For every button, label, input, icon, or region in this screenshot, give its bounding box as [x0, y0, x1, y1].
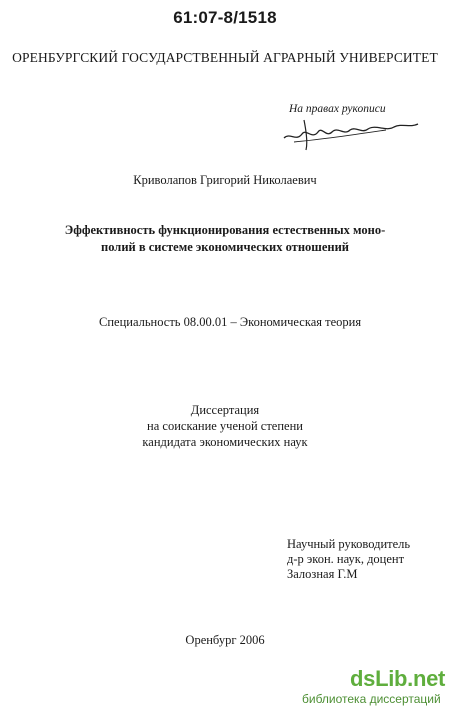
dissertation-title	[50, 222, 400, 256]
watermark-tagline: библиотека диссертаций	[302, 692, 441, 706]
title-line: Эффективность функционирования естественных моно-	[64, 223, 386, 237]
title-line: полий в системе экономических отношений	[101, 240, 349, 254]
degree-block	[0, 402, 450, 450]
supervisor-line: д-р экон. наук, доцент	[287, 552, 405, 566]
degree-line: кандидата экономических наук	[142, 435, 308, 449]
city-year: Оренбург 2006	[185, 633, 265, 647]
archive-code: 61:07-8/1518	[173, 8, 277, 27]
handwritten-signature	[276, 112, 426, 152]
degree-line: Диссертация	[190, 403, 260, 417]
specialty-line: Специальность 08.00.01 – Экономическая теория	[99, 315, 362, 329]
supervisor-block	[287, 537, 410, 582]
watermark-logo: dsLib.net	[350, 666, 446, 691]
author-name: Криволапов Григорий Николаевич	[133, 173, 317, 187]
degree-line: на соискание ученой степени	[147, 419, 303, 433]
supervisor-line: Залозная Г.М	[287, 567, 358, 581]
university-name: ОРЕНБУРГСКИЙ ГОСУДАРСТВЕННЫЙ АГРАРНЫЙ УНИВЕРСИТЕТ	[12, 50, 438, 65]
manuscript-rights-label: На правах рукописи	[289, 103, 386, 115]
supervisor-line: Научный руководитель	[287, 537, 411, 551]
